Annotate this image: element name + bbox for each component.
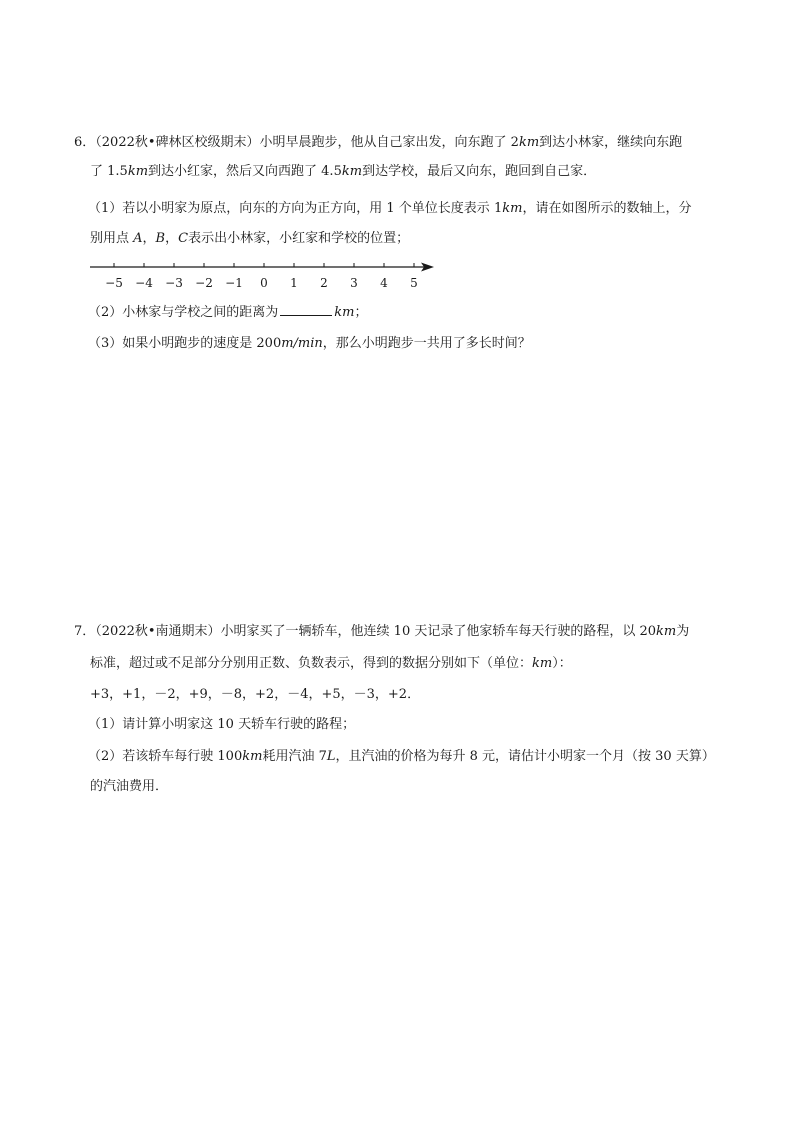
- number-line-tick-label: −5: [105, 276, 123, 290]
- q7-line-2: 标准，超过或不足部分分别用正数、负数表示，得到的数据分别如下（单位：km）：: [90, 656, 572, 671]
- q6-source: （2022秋•碑林区校级期末）: [95, 135, 260, 150]
- number-line-tick-label: 0: [260, 276, 268, 290]
- number-line-tick-label: −4: [135, 276, 153, 290]
- number-line-tick-label: 2: [320, 276, 328, 290]
- q6-sub3: （3）如果小明跑步的速度是 200m/min，那么小明跑步一共用了多长时间？: [88, 336, 531, 351]
- number-line-tick-label: 3: [350, 276, 358, 290]
- number-line: [88, 258, 448, 292]
- q7-source: （2022秋•南通期末）: [95, 624, 221, 639]
- point-a-label: A: [133, 231, 143, 246]
- point-c-label: C: [178, 231, 189, 246]
- q6-line-1: 6．（2022秋•碑林区校级期末）小明早晨跑步，他从自己家出发，向东跑了 2km到达小林家，继续向东跑: [74, 135, 683, 150]
- q6-line-2: 了 1.5km到达小红家，然后又向西跑了 4.5km到达学校，最后又向东，跑回到自己家．: [90, 164, 597, 179]
- number-line-tick-label: −1: [225, 276, 243, 290]
- number-line-tick-label: 1: [290, 276, 298, 290]
- q6-sub1-line-2: 别用点 A，B，C表示出小林家，小红家和学校的位置；: [90, 231, 410, 246]
- q7-sub2-line-2: 的汽油费用．: [90, 779, 169, 794]
- answer-blank[interactable]: [280, 303, 332, 316]
- q7-sub1: （1）请计算小明家这 10 天轿车行驶的路程；: [88, 717, 356, 732]
- q7-line-1: 7．（2022秋•南通期末）小明家买了一辆轿车，他连续 10 天记录了他家轿车每天行驶的路程，以 20km为: [74, 624, 690, 639]
- number-line-tick-label: 4: [380, 276, 388, 290]
- q7-data-line: +3，+1，－2，+9，－8，+2，－4，+5，－3，+2．: [90, 687, 421, 702]
- q6-number: 6．: [74, 135, 96, 150]
- q7-number: 7．: [74, 624, 96, 639]
- number-line-tick-label: −2: [195, 276, 213, 290]
- q6-sub1-line-1: （1）若以小明家为原点，向东的方向为正方向，用 1 个单位长度表示 1km，请在如图所示的数轴上，分: [88, 201, 692, 216]
- number-line-tick-label: 5: [410, 276, 418, 290]
- q6-sub2: （2）小林家与学校之间的距离为 km；: [88, 305, 368, 320]
- number-line-tick-label: −3: [165, 276, 183, 290]
- point-b-label: B: [155, 231, 166, 246]
- q7-sub2-line-1: （2）若该轿车每行驶 100km耗用汽油 7L，且汽油的价格为每升 8 元，请估计小明家一个月（按 30 天算）: [88, 749, 715, 764]
